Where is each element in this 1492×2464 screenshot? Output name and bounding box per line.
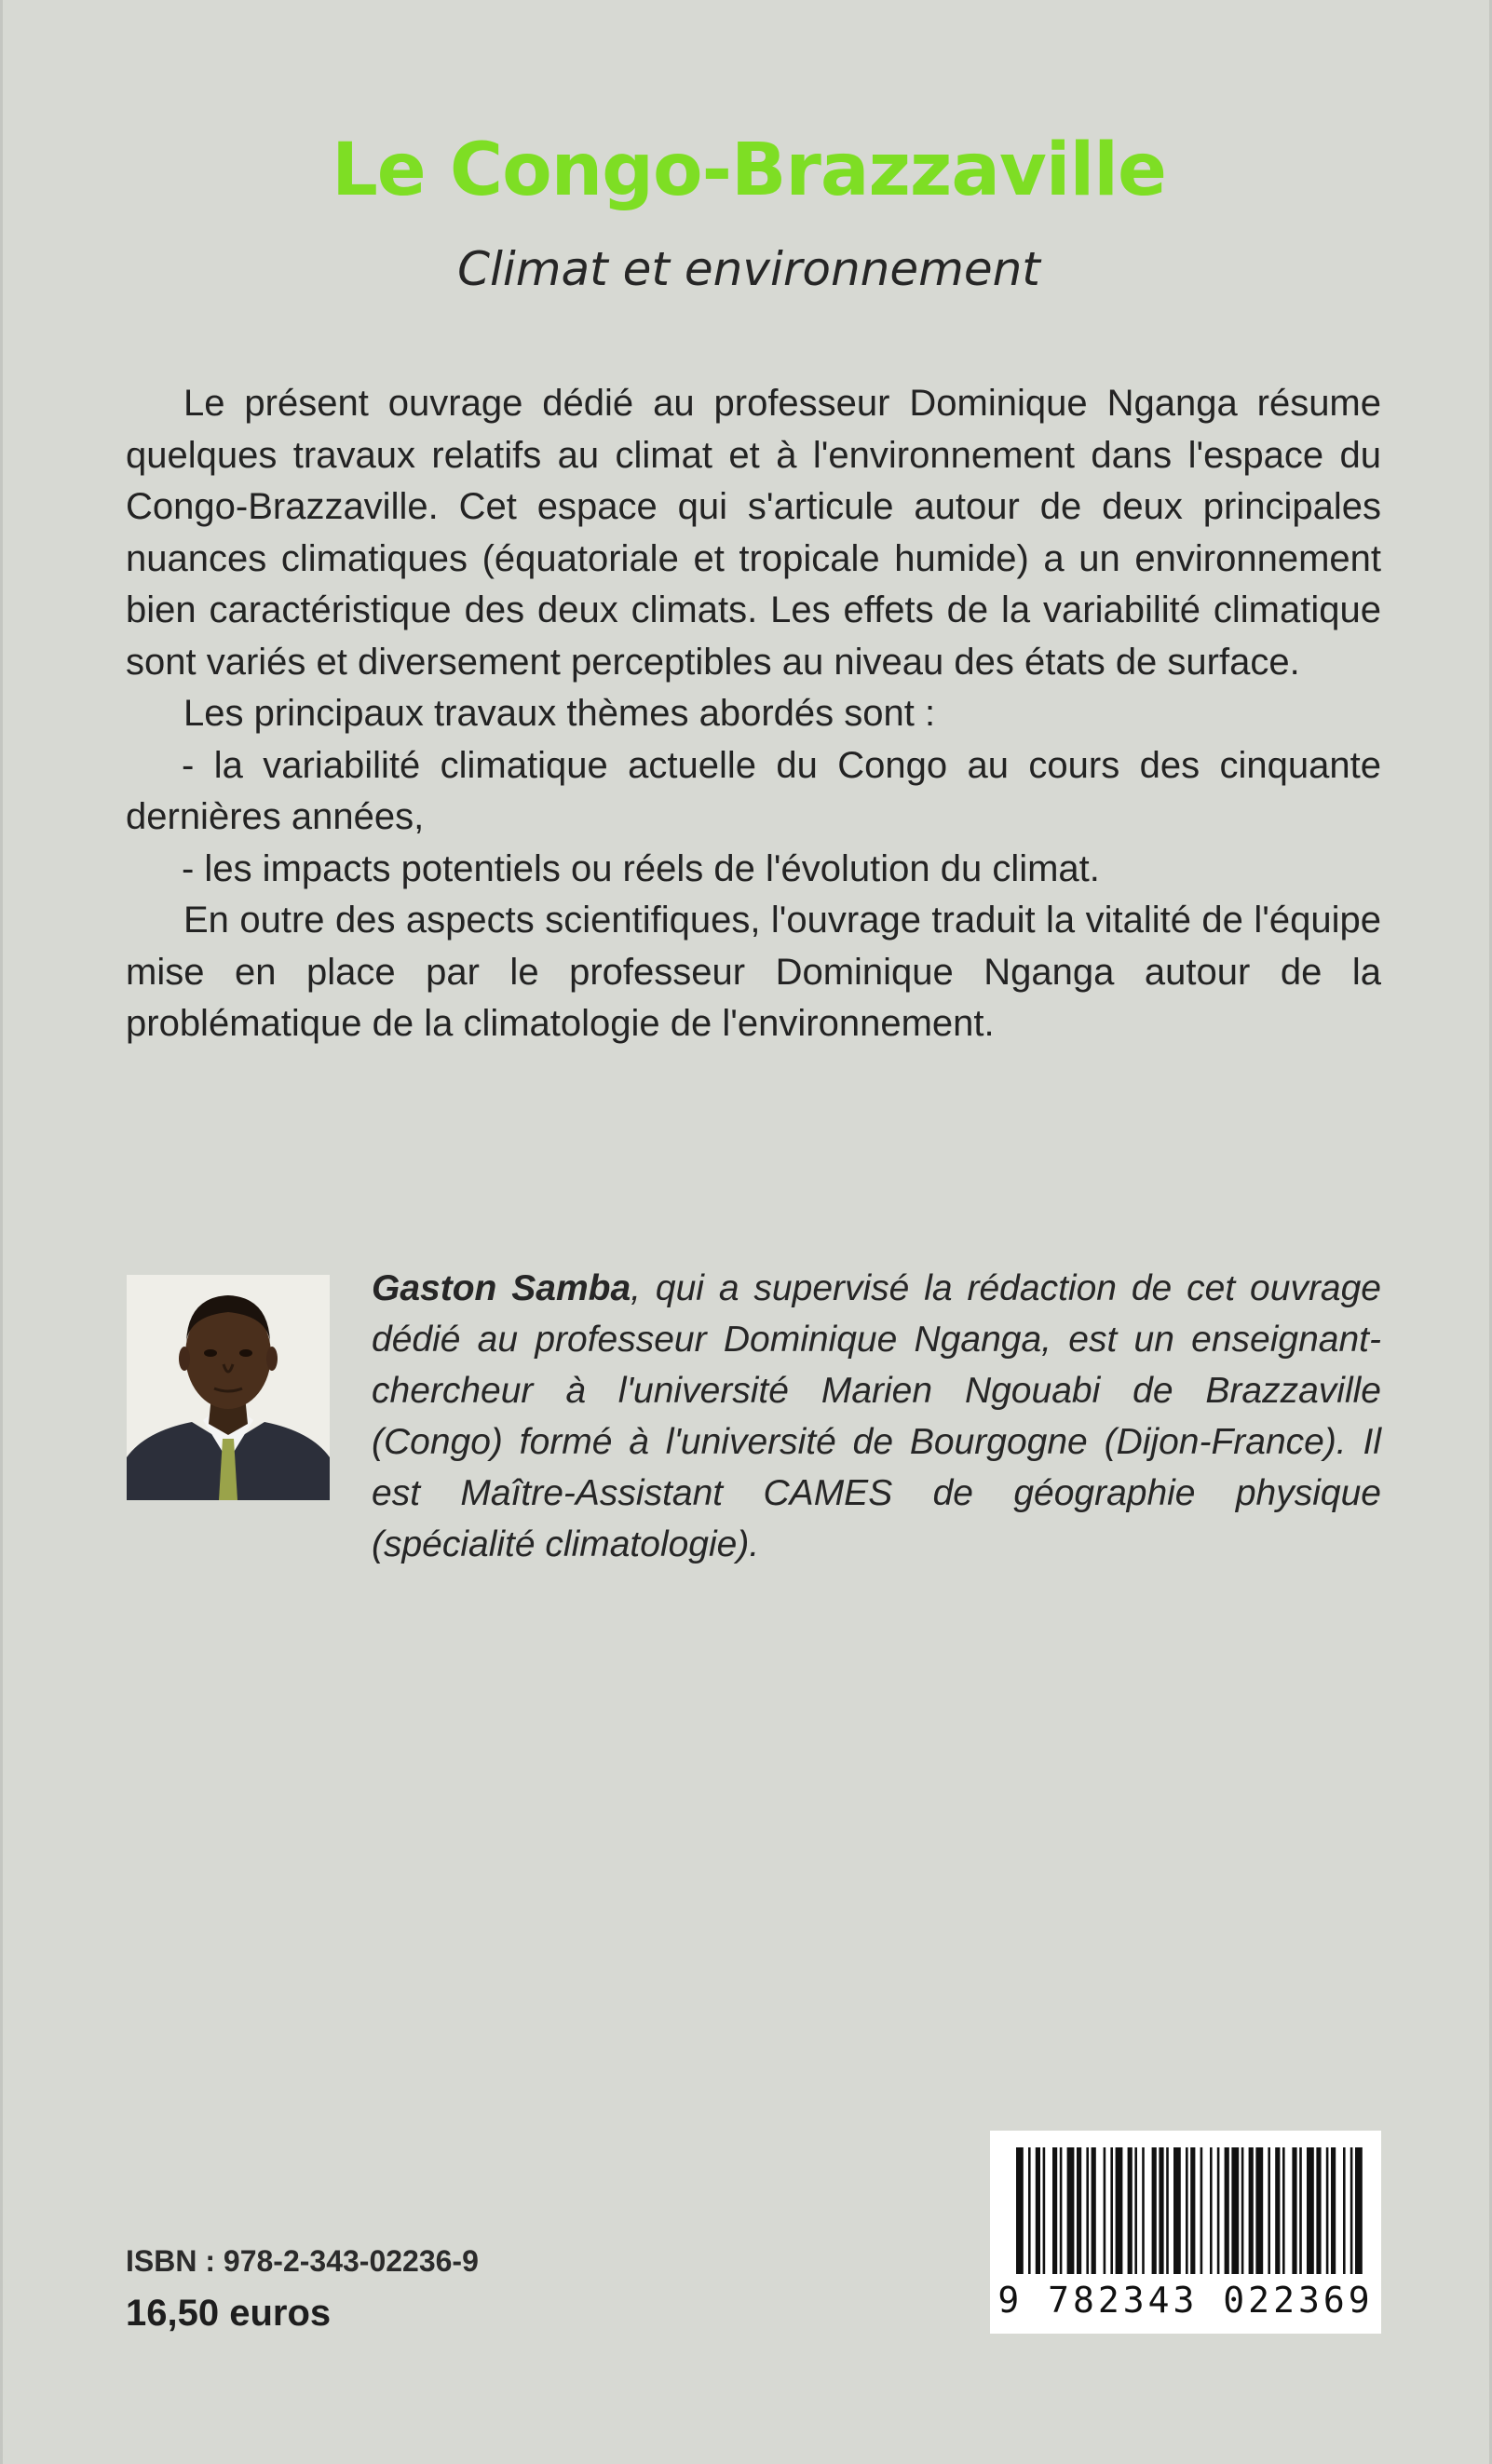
barcode-bar bbox=[1067, 2147, 1075, 2274]
barcode-bar bbox=[1159, 2147, 1163, 2274]
barcode-bar bbox=[1043, 2147, 1046, 2274]
barcode-bar bbox=[1217, 2147, 1220, 2274]
barcode-bar bbox=[1331, 2147, 1336, 2274]
barcode-bar bbox=[1282, 2147, 1285, 2274]
author-name: Gaston Samba bbox=[372, 1268, 631, 1308]
barcode-bar bbox=[1343, 2147, 1346, 2274]
barcode-bar bbox=[1241, 2147, 1244, 2274]
barcode bbox=[990, 2131, 1381, 2334]
barcode-number: 9 782343 022369 bbox=[997, 2280, 1374, 2321]
barcode-bar bbox=[1116, 2147, 1123, 2274]
barcode-bar bbox=[1028, 2147, 1031, 2274]
barcode-bars bbox=[990, 2131, 1381, 2280]
barcode-bar bbox=[1231, 2147, 1239, 2274]
barcode-bar bbox=[1036, 2147, 1040, 2274]
barcode-bar bbox=[1142, 2147, 1145, 2274]
barcode-bar bbox=[1249, 2147, 1254, 2274]
isbn: ISBN : 978-2-343-02236-9 bbox=[126, 2244, 479, 2278]
price: 16,50 euros bbox=[126, 2293, 332, 2334]
barcode-bar bbox=[1134, 2147, 1137, 2274]
barcode-bar bbox=[1210, 2147, 1213, 2274]
barcode-bar bbox=[1016, 2147, 1024, 2274]
barcode-bar bbox=[1128, 2147, 1133, 2274]
book-summary bbox=[126, 378, 1381, 1050]
summary-paragraph-2: Les principaux travaux thèmes abordés sont : bbox=[183, 693, 936, 734]
barcode-bar bbox=[1152, 2147, 1157, 2274]
barcode-bar bbox=[1292, 2147, 1296, 2274]
book-subtitle: Climat et environnement bbox=[457, 242, 1040, 296]
barcode-bar bbox=[1060, 2147, 1063, 2274]
barcode-bar bbox=[1275, 2147, 1280, 2274]
barcode-bar bbox=[1104, 2147, 1106, 2274]
book-title: Le Congo-Brazzaville bbox=[332, 129, 1166, 212]
barcode-bar bbox=[1110, 2147, 1113, 2274]
barcode-bar bbox=[1255, 2147, 1263, 2274]
barcode-bar bbox=[1173, 2147, 1181, 2274]
barcode-bar bbox=[1268, 2147, 1270, 2274]
barcode-bar bbox=[1052, 2147, 1057, 2274]
barcode-bar bbox=[1166, 2147, 1169, 2274]
barcode-bar bbox=[1307, 2147, 1314, 2274]
author-bio-text: , qui a supervisé la rédaction de cet ouvrage dédié au professeur Dominique Nganga, est un enseignant-chercheur à l'université Marien Ngouabi de Brazzaville (Congo) formé à l'université de Bourgogne (Dijon-France). Il est Maître-Assistant CAMES de géographie physique (spécialité climatologie). bbox=[372, 1268, 1381, 1564]
summary-paragraph-1: Le présent ouvrage dédié au professeur Dominique Nganga résume quelques travaux relatifs au climat et à l'environnement dans l'espace du Congo-Brazzaville. Cet espace qui s'articule autour de deux principales nuances climatiques (équatoriale et tropicale humide) a un environnement bien caractéristique des deux climats. Les effets de la variabilité climatique sont variés et diversement perceptibles au niveau des états de surface. bbox=[126, 383, 1381, 683]
barcode-bar bbox=[1316, 2147, 1321, 2274]
author-photo bbox=[127, 1275, 330, 1500]
barcode-bar bbox=[1190, 2147, 1195, 2274]
barcode-bar bbox=[1225, 2147, 1229, 2274]
barcode-bar bbox=[1086, 2147, 1089, 2274]
barcode-bar bbox=[1326, 2147, 1329, 2274]
summary-list-item-2: - les impacts potentiels ou réels de l'évolution du climat. bbox=[182, 847, 1100, 889]
barcode-bar bbox=[1077, 2147, 1081, 2274]
author-portrait-image bbox=[127, 1275, 330, 1500]
barcode-bar bbox=[1350, 2147, 1353, 2274]
summary-paragraph-3: En outre des aspects scientifiques, l'ouvrage traduit la vitalité de l'équipe mise en place par le professeur Dominique Nganga autour de la problématique de la climatologie de l'environnement. bbox=[126, 900, 1381, 1044]
barcode-bar bbox=[1186, 2147, 1188, 2274]
barcode-bar bbox=[1355, 2147, 1363, 2274]
barcode-bar bbox=[1200, 2147, 1203, 2274]
author-bio bbox=[372, 1263, 1381, 1570]
barcode-bar bbox=[1092, 2147, 1096, 2274]
barcode-bar bbox=[1299, 2147, 1302, 2274]
summary-list-item-1: - la variabilité climatique actuelle du Congo au cours des cinquante dernières années, bbox=[126, 744, 1381, 837]
